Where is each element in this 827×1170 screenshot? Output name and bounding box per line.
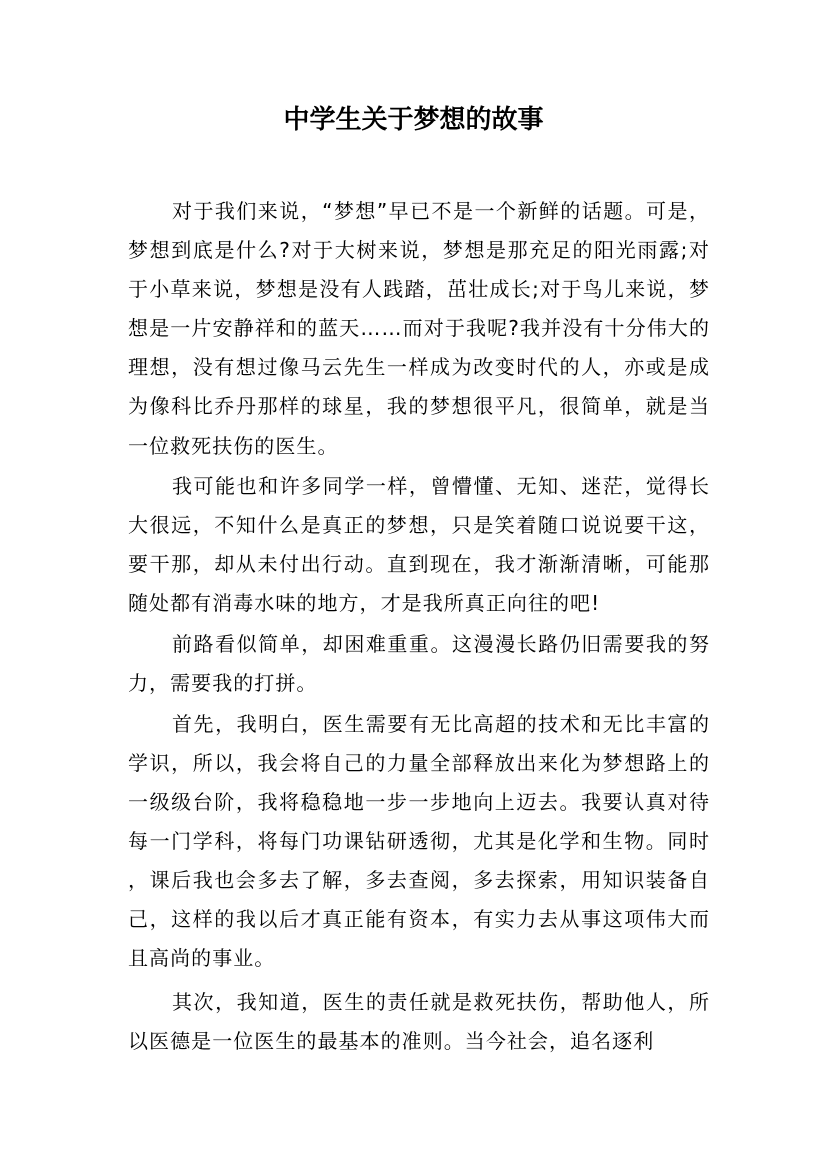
document-title: 中学生关于梦想的故事 (283, 105, 544, 135)
document-body (128, 192, 710, 1062)
paragraph-growing-up: 我可能也和许多同学一样，曾懵懂、无知、迷茫，觉得长大很远，不知什么是真正的梦想，只是笑着随口说说要干这，要干那，却从未付出行动。直到现在，我才渐渐清晰，可能那随处都有消毒水味的地方，才是我所真正向往的吧! (128, 474, 710, 616)
paragraph-road-ahead: 前路看似简单，却困难重重。这漫漫长路仍旧需要我的努力，需要我的打拼。 (128, 632, 710, 696)
paragraph-second-point: 其次，我知道，医生的责任就是救死扶伤，帮助他人，所以医德是一位医生的最基本的准则。当今社会，追名逐利 (128, 990, 710, 1054)
paragraph-first-point: 首先，我明白，医生需要有无比高超的技术和无比丰富的学识，所以，我会将自己的力量全部释放出来化为梦想路上的一级级台阶，我将稳稳地一步一步地向上迈去。我要认真对待每一门学科，将每门功课钻研透彻，尤其是化学和生物。同时，课后我也会多去了解，多去查阅，多去探索，用知识装备自己，这样的我以后才真正能有资本，有实力去从事这项伟大而且高尚的事业。 (128, 711, 710, 971)
paragraph-dream-meaning: 对于我们来说，“梦想”早已不是一个新鲜的话题。可是，梦想到底是什么?对于大树来说，梦想是那充足的阳光雨露;对于小草来说，梦想是没有人践踏，茁壮成长;对于鸟儿来说，梦想是一片安静祥和的蓝天……而对于我呢?我并没有十分伟大的理想，没有想过像马云先生一样成为改变时代的人，亦或是成为像科比乔丹那样的球星，我的梦想很平凡，很简单，就是当一位救死扶伤的医生。 (128, 199, 710, 458)
